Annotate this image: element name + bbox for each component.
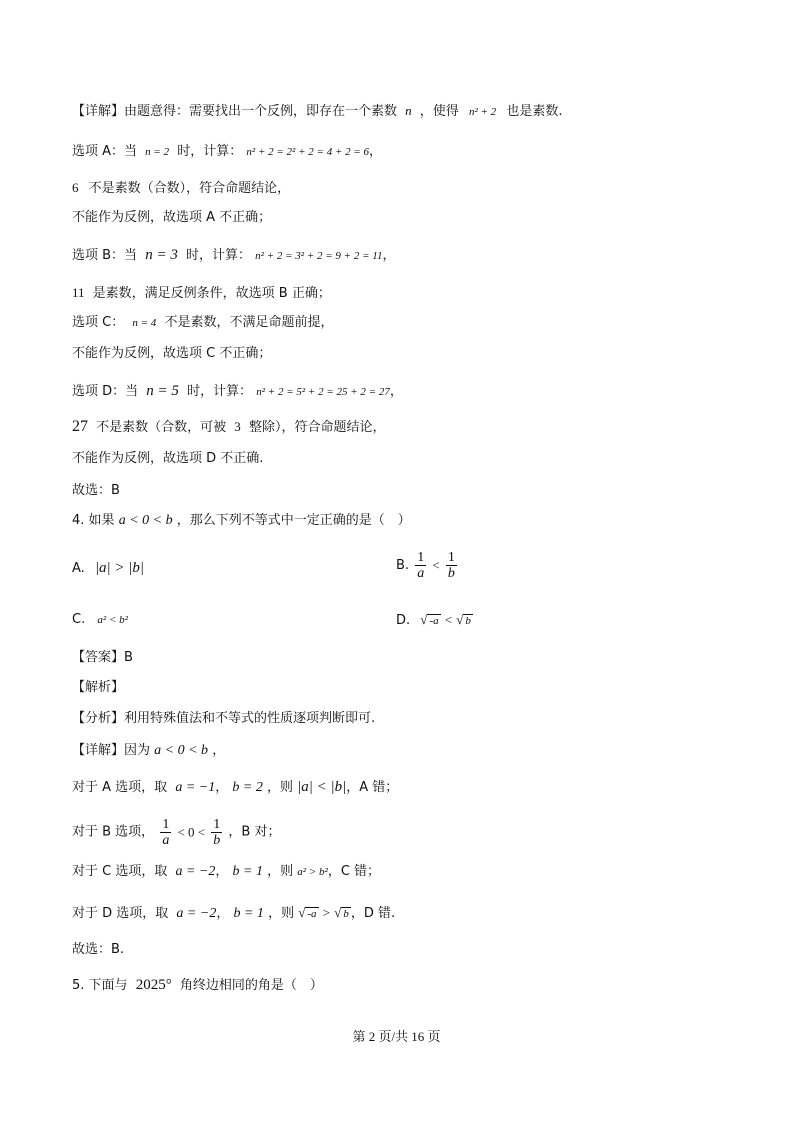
text: ， <box>215 864 229 879</box>
math-expr: b = 1 <box>232 864 263 879</box>
math-expr: a = −2 <box>175 864 216 879</box>
detail-line-12 <box>72 481 120 501</box>
numerator: 1 <box>213 817 221 832</box>
denominator: b <box>447 566 455 581</box>
detail-line-8 <box>72 344 271 364</box>
sqrt: √ -a <box>298 905 317 920</box>
question-5 <box>72 975 323 996</box>
text: ， <box>216 906 230 921</box>
text: 【答案】B <box>72 650 133 665</box>
denominator: a <box>417 566 425 581</box>
math-cond: a < 0 < b <box>118 513 173 528</box>
text: 对于 D 选项，取 <box>72 906 169 921</box>
detail-line-3 <box>72 178 290 199</box>
text: 对于 A 选项，取 <box>72 780 168 795</box>
math-num: 6 <box>72 180 79 195</box>
text: 时，计算： <box>177 144 243 159</box>
text: 选项 A：当 <box>72 144 138 159</box>
text: 是素数，满足反例条件，故选项 B 正确； <box>92 286 331 301</box>
text: ， <box>215 780 229 795</box>
option-d <box>396 612 473 628</box>
detail-line-1 <box>72 101 562 122</box>
math-expr: b = 2 <box>232 780 263 795</box>
text: 不是素数，不满足命题前提， <box>164 315 334 330</box>
case-c <box>72 862 380 882</box>
text: ，那么下列不等式中一定正确的是（ ） <box>176 513 411 528</box>
radicand: b <box>465 615 471 627</box>
radicand: -a <box>429 615 439 627</box>
text: 不是素数（合数），符合命题结论， <box>88 181 291 196</box>
text: ，A 错； <box>346 780 399 795</box>
relation: < 0 < <box>177 824 206 840</box>
option-label: C. <box>72 612 86 627</box>
text: ，则 <box>268 906 295 921</box>
option-c <box>72 612 128 627</box>
text: ，D 错. <box>350 906 396 921</box>
text: ，使得 <box>419 104 459 119</box>
text: 不能作为反例，故选项 A 不正确； <box>72 210 272 225</box>
text: 【解析】 <box>72 680 125 695</box>
question-4 <box>72 511 411 531</box>
text: 4. 如果 <box>72 513 115 528</box>
option-a-line: 选项 A：当 n = 2 时，计算： n² + 2 = 2² + 2 = 4 + 2 = 6， <box>72 144 383 159</box>
math-num: 27 <box>72 418 88 435</box>
text: ，C 错； <box>327 864 381 879</box>
math-expr: b = 1 <box>233 906 264 921</box>
analysis <box>72 709 375 729</box>
numerator: 1 <box>162 817 170 832</box>
text: 5. 下面与 <box>72 978 128 993</box>
relation: > <box>322 905 331 920</box>
page-footer: 第 2 页/共 16 页 <box>352 1029 441 1044</box>
sqrt: √ b <box>456 612 471 627</box>
option-b <box>396 550 459 581</box>
option-b-line: 选项 B：当 n = 3 时，计算： n² + 2 = 3² + 2 = 9 + 2 = 11， <box>72 247 396 263</box>
radicand: -a <box>307 908 317 920</box>
denominator: a <box>162 833 170 848</box>
option-a <box>72 560 144 577</box>
text: 角终边相同的角是（ ） <box>179 978 323 993</box>
text: 对于 B 选项， <box>72 824 155 840</box>
text: 选项 B：当 <box>72 248 138 263</box>
option-label: A. <box>72 561 85 576</box>
case-b <box>72 817 280 848</box>
option-c-line <box>72 313 333 333</box>
text: 故选：B <box>72 483 120 498</box>
answer <box>72 648 133 668</box>
detail-q4 <box>72 741 225 761</box>
math-expr: |a| > |b| <box>94 560 145 576</box>
text: 故选：B. <box>72 942 125 957</box>
fraction <box>415 550 426 581</box>
math-eq: n² + 2 = 3² + 2 = 9 + 2 = 11 <box>255 250 383 262</box>
detail-line-4 <box>72 208 271 228</box>
fraction <box>160 817 171 848</box>
text: 选项 C： <box>72 315 125 330</box>
detail-line-6 <box>72 283 331 304</box>
text: ，B 对； <box>228 824 281 840</box>
conclusion <box>72 940 124 960</box>
math-cond: n = 3 <box>145 247 178 263</box>
math-cond: a < 0 < b <box>154 743 209 758</box>
option-label: B. <box>396 558 410 573</box>
math-num: 11 <box>72 285 85 300</box>
fraction <box>446 550 457 581</box>
text: 【详解】由题意得：需要找出一个反例，即存在一个素数 <box>72 104 398 119</box>
text: 选项 D：当 <box>72 384 139 399</box>
text: 不能作为反例，故选项 C 不正确； <box>72 346 272 361</box>
text: 时，计算： <box>185 248 251 263</box>
case-a <box>72 777 398 798</box>
detail-line-10 <box>72 417 385 438</box>
math-expr: a² > b² <box>297 866 328 878</box>
math-expr: |a| < |b| <box>297 779 347 795</box>
text: ，则 <box>267 864 294 879</box>
denominator: b <box>213 833 221 848</box>
numerator: 1 <box>447 550 455 565</box>
text: 【详解】因为 <box>72 743 151 758</box>
text: 也是素数. <box>506 104 563 119</box>
text: 不是素数（合数，可被 <box>96 420 227 435</box>
math-cond: n = 5 <box>146 383 179 399</box>
analysis-heading <box>72 678 124 698</box>
option-label: D. <box>396 613 411 628</box>
math-expr: n² + 2 <box>468 106 497 118</box>
text: 不能作为反例，故选项 D 不正确. <box>72 451 264 466</box>
math-cond: n = 4 <box>132 317 157 329</box>
math-n: n <box>405 103 412 118</box>
relation: < <box>432 557 440 573</box>
math-eq: n² + 2 = 2² + 2 = 4 + 2 = 6 <box>246 146 370 158</box>
sqrt: √ b <box>334 905 349 920</box>
detail-line-11 <box>72 449 263 469</box>
text: ，则 <box>266 780 293 795</box>
math-eq: n² + 2 = 5² + 2 = 25 + 2 = 27 <box>256 386 390 398</box>
relation: < <box>444 612 453 627</box>
text: 对于 C 选项，取 <box>72 864 168 879</box>
numerator: 1 <box>417 550 425 565</box>
fraction <box>211 817 222 848</box>
text: ， <box>212 743 226 758</box>
math-expr: a² < b² <box>97 614 128 626</box>
text: 时，计算： <box>187 384 253 399</box>
case-d <box>72 903 395 924</box>
math-cond: n = 2 <box>145 146 170 158</box>
math-num: 3 <box>234 419 241 434</box>
math-expr: a = −1 <box>175 780 216 795</box>
radicand: b <box>343 908 349 920</box>
text: 【分析】利用特殊值法和不等式的性质逐项判断即可. <box>72 711 376 726</box>
sqrt: √ -a <box>420 612 439 627</box>
math-num: 2025° <box>135 977 172 993</box>
option-d-line: 选项 D：当 n = 5 时，计算： n² + 2 = 5² + 2 = 25 + 2 = 27， <box>72 383 403 399</box>
math-expr: a = −2 <box>176 906 217 921</box>
text: 整除），符合命题结论， <box>248 420 386 435</box>
